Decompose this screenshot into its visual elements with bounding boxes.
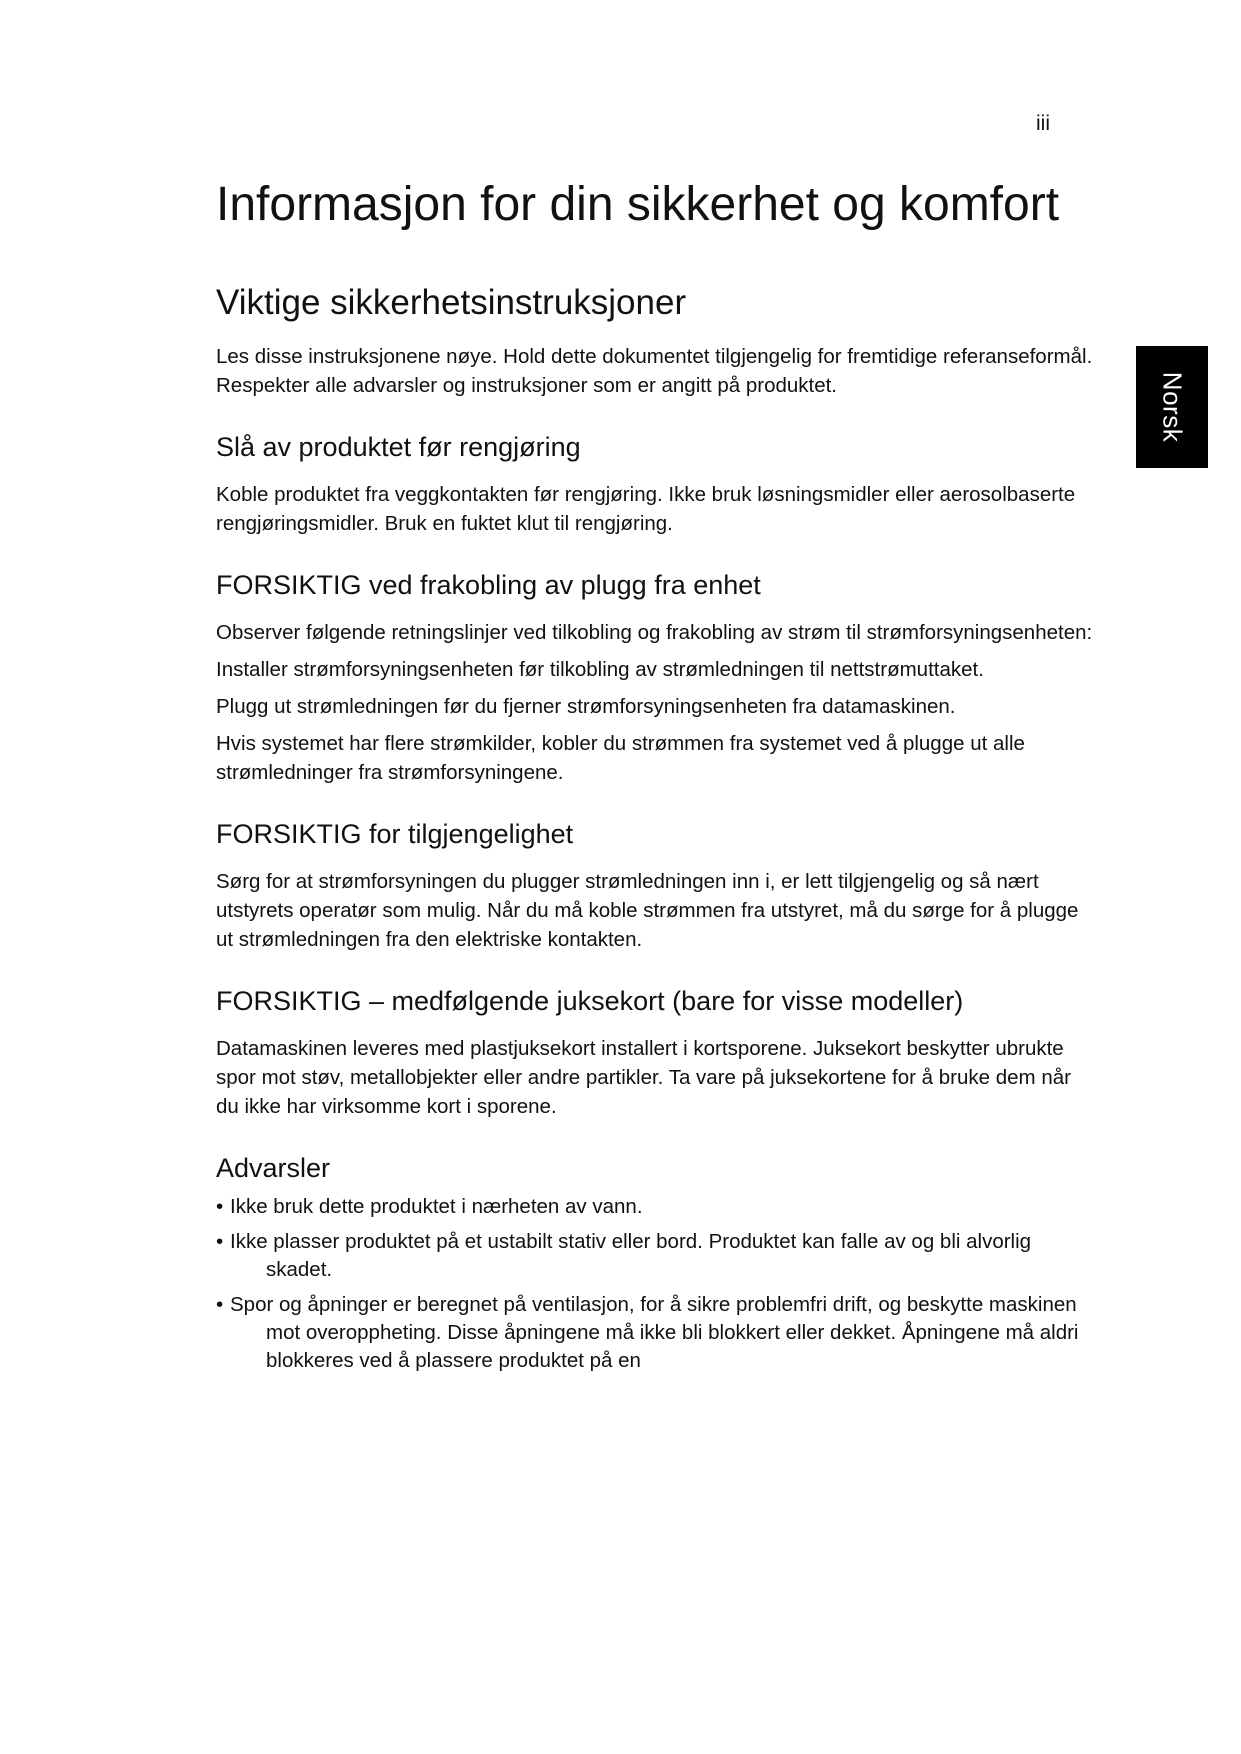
paragraph: Observer følgende retningslinjer ved tilkobling og frakobling av strøm til strømforsyningsenheten: xyxy=(216,621,1093,644)
list-item-text: Ikke bruk dette produktet i nærheten av vann. xyxy=(230,1195,643,1218)
list-item xyxy=(216,1228,1096,1284)
list-item xyxy=(216,1193,1096,1221)
subsection-heading: Slå av produktet før rengjøring xyxy=(216,432,581,462)
bullet: • xyxy=(216,1195,224,1218)
warnings-section xyxy=(216,1151,1096,1375)
paragraph: Koble produktet fra veggkontakten før rengjøring. Ikke bruk løsningsmidler eller aerosolbaserte rengjøringsmidler. Bruk en fuktet klut til rengjøring. xyxy=(216,483,1076,535)
subsection-heading: FORSIKTIG ved frakobling av plugg fra enhet xyxy=(216,570,761,600)
intro-paragraph: Les disse instruksjonene nøye. Hold dette dokumentet tilgjengelig for fremtidige referanseformål. Respekter alle advarsler og instruksjoner som er angitt på produktet. xyxy=(216,345,1093,397)
subsection-unplugging xyxy=(216,568,1096,787)
subsection-accessibility xyxy=(216,817,1096,954)
warnings-heading: Advarsler xyxy=(216,1153,331,1183)
subsection-dummy-cards xyxy=(216,984,1096,1121)
language-tab xyxy=(1136,346,1208,468)
subsection-heading: FORSIKTIG – medfølgende juksekort (bare for visse modeller) xyxy=(216,986,964,1016)
bullet: • xyxy=(216,1293,224,1316)
intro-section xyxy=(216,342,1096,400)
subsection-cleaning xyxy=(216,430,1096,538)
language-tab-label: Norsk xyxy=(1157,371,1188,443)
subsection-heading: FORSIKTIG for tilgjengelighet xyxy=(216,819,574,849)
paragraph: Datamaskinen leveres med plastjuksekort installert i kortsporene. Juksekort beskytter ubrukte spor mot støv, metallobjekter eller andre partikler. Ta vare på juksekortene for å bruke dem når du ikke har virksomme kort i sporene. xyxy=(216,1037,1071,1118)
section-heading: Viktige sikkerhetsinstruksjoner xyxy=(216,283,687,322)
warnings-list xyxy=(216,1193,1096,1375)
page-number: iii xyxy=(1036,112,1050,135)
page-content xyxy=(216,176,1096,1382)
paragraph: Sørg for at strømforsyningen du plugger strømledningen inn i, er lett tilgjengelig og så nært utstyrets operatør som mulig. Når du må koble strømmen fra utstyret, må du sørge for å plugge ut strømledningen fra den elektriske kontakten. xyxy=(216,870,1079,951)
list-item xyxy=(216,1291,1096,1375)
paragraph: Plugg ut strømledningen før du fjerner strømforsyningsenheten fra datamaskinen. xyxy=(216,695,956,718)
list-item-text: Spor og åpninger er beregnet på ventilasjon, for å sikre problemfri drift, og beskytte maskinen mot overoppheting. Disse åpningene må ikke bli blokkert eller dekket. Åpningene må aldri blokkeres ved å plassere produktet på en xyxy=(230,1293,1079,1372)
page-title: Informasjon for din sikkerhet og komfort xyxy=(216,178,1060,231)
paragraph: Hvis systemet har flere strømkilder, kobler du strømmen fra systemet ved å plugge ut alle strømledninger fra strømforsyningene. xyxy=(216,732,1025,784)
bullet: • xyxy=(216,1230,224,1253)
paragraph: Installer strømforsyningsenheten før tilkobling av strømledningen til nettstrømuttaket. xyxy=(216,658,984,681)
list-item-text: Ikke plasser produktet på et ustabilt stativ eller bord. Produktet kan falle av og bli alvorlig skadet. xyxy=(230,1230,1032,1281)
